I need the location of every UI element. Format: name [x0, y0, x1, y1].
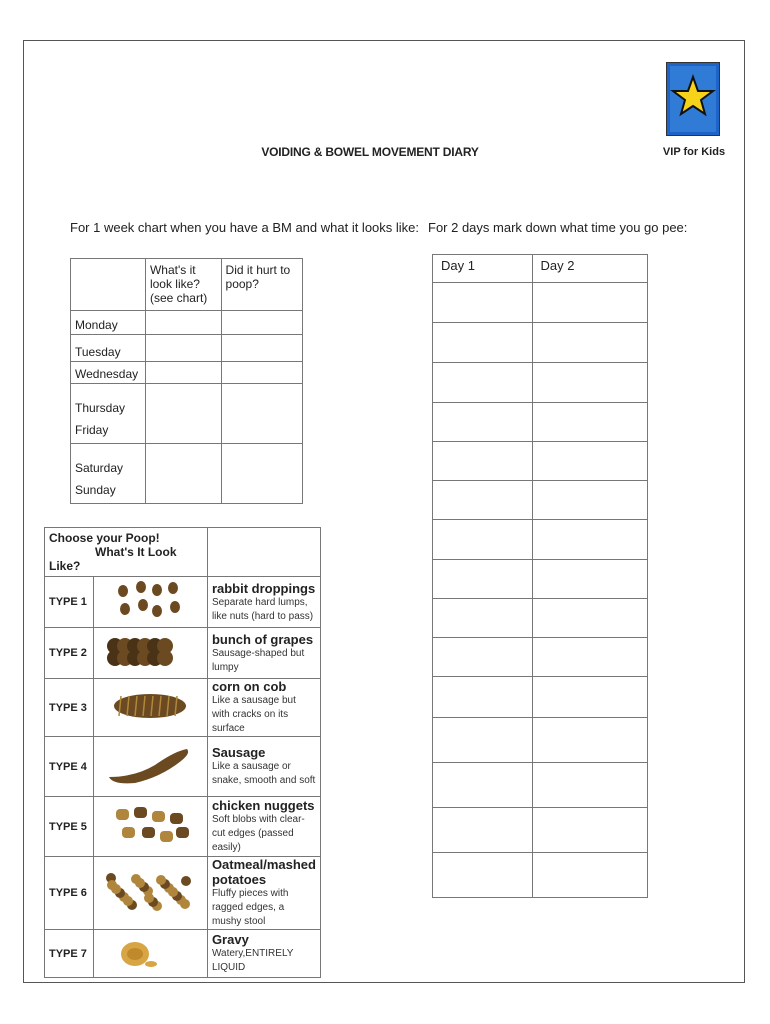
pee-day1-cell[interactable]	[433, 520, 533, 560]
pee-row	[433, 363, 648, 403]
day-label: Monday	[75, 318, 118, 332]
pee-day2-cell[interactable]	[532, 560, 647, 599]
pee-row	[433, 718, 648, 763]
poop-type-row	[45, 737, 321, 797]
pee-day1-cell[interactable]	[433, 763, 533, 808]
type-label: TYPE 5	[45, 797, 94, 857]
look-cell[interactable]	[145, 335, 221, 362]
pee-day2-cell[interactable]	[532, 808, 647, 853]
pee-header-day2: Day 2	[532, 255, 647, 283]
pee-day1-cell[interactable]	[433, 403, 533, 442]
poop-type-row	[45, 930, 321, 978]
day-label: Friday	[75, 423, 109, 437]
pee-row	[433, 763, 648, 808]
pee-day1-cell[interactable]	[433, 283, 533, 323]
poop-description: Sausage-shaped but lumpy	[211, 647, 305, 673]
poop-name: corn on cob	[211, 679, 287, 694]
day-label: Thursday	[75, 401, 126, 415]
pee-row	[433, 283, 648, 323]
page-title: VOIDING & BOWEL MOVEMENT DIARY	[261, 145, 479, 159]
look-cell[interactable]	[145, 384, 221, 444]
right-intro: For 2 days mark down what time you go pee:	[428, 220, 688, 235]
pee-day1-cell[interactable]	[433, 808, 533, 853]
pee-day1-cell[interactable]	[433, 638, 533, 677]
pee-day1-cell[interactable]	[433, 363, 533, 403]
pee-row	[433, 403, 648, 442]
pee-day1-cell[interactable]	[433, 481, 533, 520]
pee-day2-cell[interactable]	[532, 363, 647, 403]
poop-image	[93, 679, 207, 737]
poop-image	[93, 797, 207, 857]
week-header-day	[71, 259, 146, 311]
poop-image	[93, 930, 207, 978]
week-header-look: What's it look like? (see chart)	[145, 259, 221, 311]
pee-row	[433, 560, 648, 599]
pee-row	[433, 599, 648, 638]
pee-row	[433, 520, 648, 560]
poop-description: Watery,ENTIRELY LIQUID	[211, 948, 294, 973]
pee-day1-cell[interactable]	[433, 442, 533, 481]
pee-day1-cell[interactable]	[433, 599, 533, 638]
pee-row	[433, 677, 648, 718]
poop-image	[93, 737, 207, 797]
pee-row	[433, 442, 648, 481]
poop-description: Soft blobs with clear-cut edges (passed easily)	[211, 814, 305, 853]
pee-day2-cell[interactable]	[532, 520, 647, 560]
look-cell[interactable]	[145, 444, 221, 504]
poop-image	[93, 857, 207, 930]
pee-day2-cell[interactable]	[532, 599, 647, 638]
poop-type-row	[45, 857, 321, 930]
poop-description: Like a sausage but with cracks on its surface	[211, 695, 296, 734]
pee-day2-cell[interactable]	[532, 853, 647, 898]
type-label: TYPE 6	[45, 857, 94, 930]
pee-header-day1: Day 1	[433, 255, 533, 283]
pee-day2-cell[interactable]	[532, 677, 647, 718]
hurt-cell[interactable]	[221, 311, 302, 335]
day-cell	[71, 335, 146, 362]
logo	[666, 62, 720, 136]
poop-description: Fluffy pieces with ragged edges, a mushy stool	[211, 888, 289, 927]
day-label: Saturday	[75, 461, 124, 475]
pee-day2-cell[interactable]	[532, 283, 647, 323]
pee-table	[432, 254, 648, 898]
brand-label: VIP for Kids	[662, 146, 726, 158]
poop-type-row	[45, 577, 321, 628]
week-table	[70, 258, 303, 504]
day-cell	[71, 384, 146, 444]
type-label: TYPE 1	[45, 577, 94, 628]
poop-chart	[44, 527, 321, 978]
pee-row	[433, 323, 648, 363]
left-intro: For 1 week chart when you have a BM and what it looks like:	[70, 220, 420, 235]
pee-day1-cell[interactable]	[433, 853, 533, 898]
hurt-cell[interactable]	[221, 362, 302, 384]
day-cell	[71, 362, 146, 384]
pee-day1-cell[interactable]	[433, 677, 533, 718]
poop-description: Separate hard lumps, like nuts (hard to pass)	[211, 596, 314, 622]
day-cell	[71, 311, 146, 335]
hurt-cell[interactable]	[221, 384, 302, 444]
pee-day2-cell[interactable]	[532, 638, 647, 677]
day-label: Sunday	[75, 483, 116, 497]
type-label: TYPE 3	[45, 679, 94, 737]
chart-header-choose: Choose your Poop!What's It Look Like?	[45, 528, 208, 577]
type-label: TYPE 2	[45, 628, 94, 679]
poop-name: Gravy	[211, 932, 249, 947]
pee-row	[433, 853, 648, 898]
hurt-cell[interactable]	[221, 335, 302, 362]
poop-image	[93, 628, 207, 679]
poop-name: chicken nuggets	[211, 798, 315, 813]
poop-name: Sausage	[211, 745, 266, 760]
type-label: TYPE 4	[45, 737, 94, 797]
pee-row	[433, 481, 648, 520]
pee-row	[433, 638, 648, 677]
day-label: Wednesday	[75, 367, 139, 381]
poop-image	[93, 577, 207, 628]
day-label: Tuesday	[75, 345, 121, 359]
pee-day2-cell[interactable]	[532, 442, 647, 481]
poop-type-row	[45, 797, 321, 857]
poop-name: Oatmeal/mashed potatoes	[211, 857, 316, 887]
pee-day1-cell[interactable]	[433, 718, 533, 763]
type-label: TYPE 7	[45, 930, 94, 978]
pee-day2-cell[interactable]	[532, 763, 647, 808]
poop-description: Like a sausage or snake, smooth and soft	[211, 761, 316, 786]
pee-day2-cell[interactable]	[532, 403, 647, 442]
look-cell[interactable]	[145, 362, 221, 384]
pee-day2-cell[interactable]	[532, 718, 647, 763]
pee-day2-cell[interactable]	[532, 323, 647, 363]
poop-name: bunch of grapes	[211, 631, 314, 647]
week-header-hurt: Did it hurt to poop?	[221, 259, 302, 311]
poop-type-row	[45, 679, 321, 737]
chart-header-look: What's It Look Like?	[49, 545, 177, 573]
day-cell	[71, 444, 146, 504]
pee-row	[433, 808, 648, 853]
poop-name: rabbit droppings	[211, 580, 316, 596]
poop-type-row	[45, 628, 321, 679]
hurt-cell[interactable]	[221, 444, 302, 504]
pee-day2-cell[interactable]	[532, 481, 647, 520]
pee-day1-cell[interactable]	[433, 323, 533, 363]
look-cell[interactable]	[145, 311, 221, 335]
pee-day1-cell[interactable]	[433, 560, 533, 599]
